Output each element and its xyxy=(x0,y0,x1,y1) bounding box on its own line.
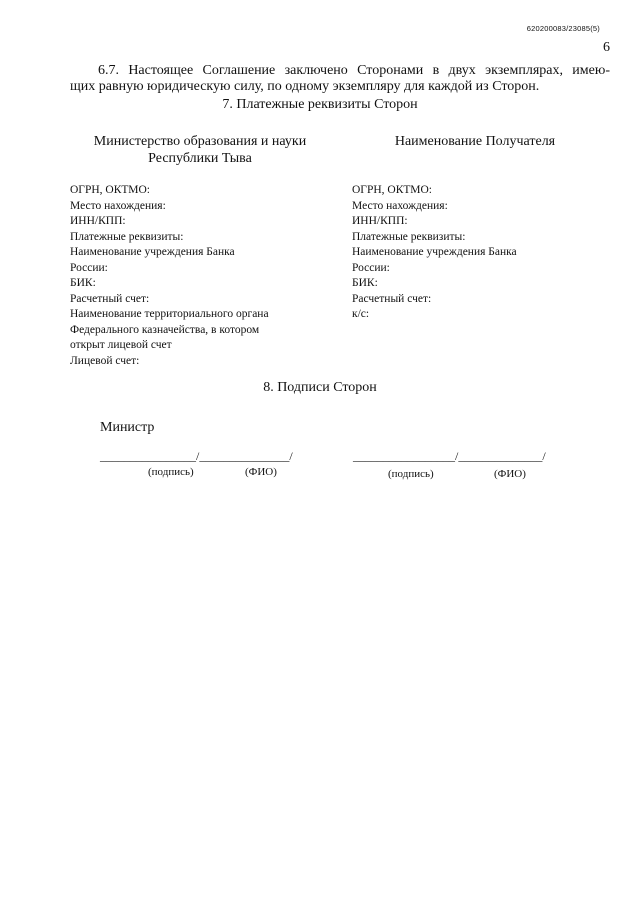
right-party-field: Платежные реквизиты: xyxy=(352,230,466,243)
clause-6-7-line-1: 6.7. Настоящее Соглашение заключено Сторонами в двух экземплярах, имею- xyxy=(98,63,610,78)
left-party-name-line-2: Республики Тыва xyxy=(148,151,252,166)
right-party-field: Место нахождения: xyxy=(352,199,448,212)
left-party-field: Наименование учреждения Банка xyxy=(70,246,235,258)
section-7-title: 7. Платежные реквизиты Сторон xyxy=(222,97,418,112)
right-party-name: Наименование Получателя xyxy=(394,134,556,149)
right-party-field: России: xyxy=(352,261,390,274)
clause-6-7-line-2: щих равную юридическую силу, по одному экземпляру для каждой из Сторон. xyxy=(70,79,540,94)
right-name-caption: (ФИО) xyxy=(494,468,526,480)
left-party-field: Федерального казначейства, в котором xyxy=(70,323,260,336)
left-party-field: Платежные реквизиты: xyxy=(70,230,184,243)
left-party-name-line-1: Министерство образования и науки xyxy=(93,134,307,149)
left-party-field: Лицевой счет: xyxy=(70,354,140,367)
right-party-field: Наименование учреждения Банка xyxy=(352,246,517,258)
left-name-caption: (ФИО) xyxy=(245,466,277,478)
right-party-field: ОГРН, ОКТМО: xyxy=(352,184,432,196)
left-party-field: России: xyxy=(70,261,108,274)
left-party-field: Расчетный счет: xyxy=(70,292,150,305)
right-signature-caption: (подпись) xyxy=(388,468,434,480)
document-id: 620200083/23085(5) xyxy=(526,24,600,33)
left-signature-caption: (подпись) xyxy=(148,466,194,478)
left-party-field: Место нахождения: xyxy=(70,199,166,212)
left-party-field: ИНН/КПП: xyxy=(70,215,126,227)
right-party-field: БИК: xyxy=(352,277,378,289)
right-party-requisites xyxy=(352,183,517,323)
left-party-field: ОГРН, ОКТМО: xyxy=(70,184,150,196)
right-party-field: ИНН/КПП: xyxy=(352,215,408,227)
right-party-field: Расчетный счет: xyxy=(352,292,432,305)
page-number: 6 xyxy=(603,40,610,55)
clause-6-7 xyxy=(70,63,610,95)
left-party-requisites xyxy=(70,183,269,369)
right-signature-line: _________________/______________/ xyxy=(353,449,546,463)
left-party-field: Наименование территориального органа xyxy=(70,308,269,320)
section-8-title: 8. Подписи Сторон xyxy=(263,380,377,395)
right-party-field: к/с: xyxy=(352,308,370,320)
left-party-field: открыт лицевой счет xyxy=(70,339,172,351)
left-signature-line: ________________/_______________/ xyxy=(100,449,293,463)
left-party-field: БИК: xyxy=(70,277,96,289)
minister-label: Министр xyxy=(100,420,155,435)
left-party-name xyxy=(50,133,350,167)
